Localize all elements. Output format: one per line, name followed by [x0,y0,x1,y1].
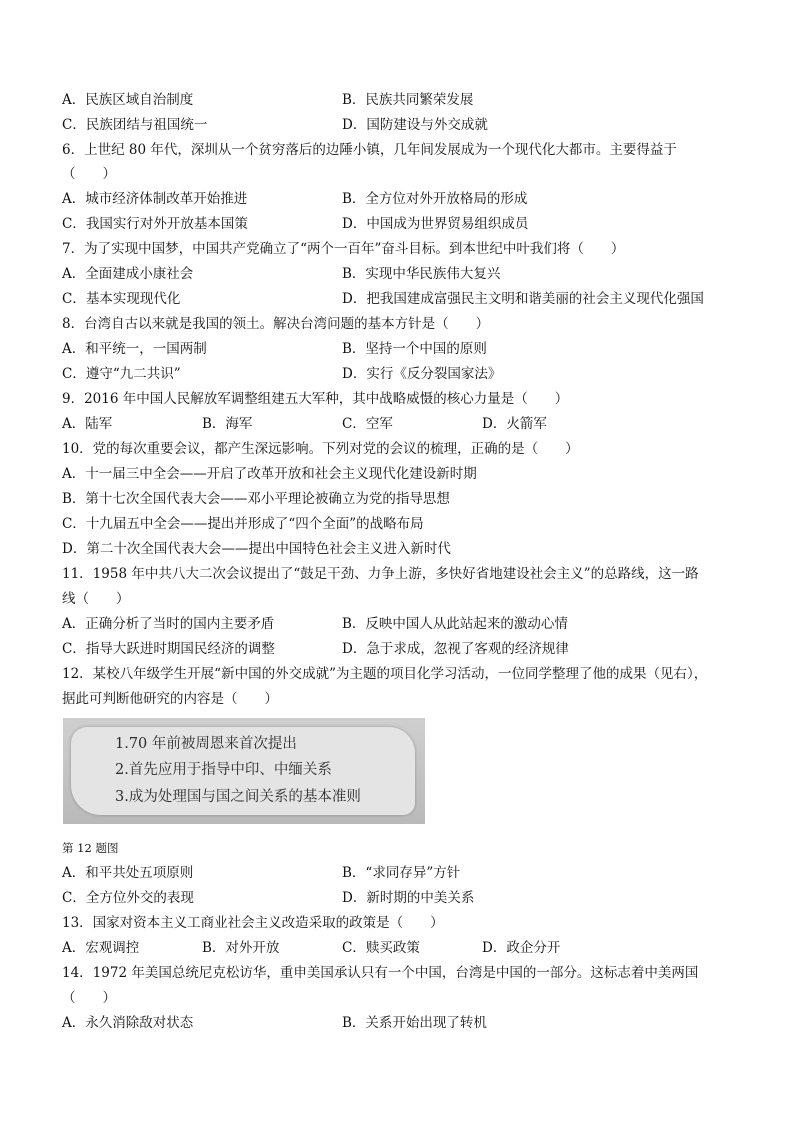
q12-option-a[interactable]: A．和平共处五项原则 [62,865,194,881]
q13-option-b[interactable]: B．对外开放 [202,940,280,956]
q6-option-d[interactable]: D．中国成为世界贸易组织成员 [342,216,529,232]
q12-figure-photo [63,718,425,824]
q10-option-b[interactable]: B．第十七次全国代表大会——邓小平理论被确立为党的指导思想 [62,491,450,507]
q12-option-c[interactable]: C．全方位外交的表现 [62,890,194,906]
q5-option-b[interactable]: B．民族共同繁荣发展 [342,92,474,108]
q13-stem: 13．国家对资本主义工商业社会主义改造采取的政策是（ ） [62,915,444,931]
q12-option-b[interactable]: B．“求同存异”方针 [342,865,461,881]
q5-option-d[interactable]: D．国防建设与外交成就 [342,117,488,133]
q12-figure-line-3: 3.成为处理国与国之间关系的基本准则 [115,789,361,805]
q14-option-a[interactable]: A．永久消除敌对状态 [62,1015,194,1031]
q13-option-c[interactable]: C．赎买政策 [342,940,420,956]
q7-option-a[interactable]: A．全面建成小康社会 [62,266,194,282]
q13-option-a[interactable]: A．宏观调控 [62,940,140,956]
q9-option-a[interactable]: A．陆军 [62,416,113,432]
q12-option-d[interactable]: D．新时期的中美关系 [342,890,475,906]
q10-option-a[interactable]: A．十一届三中全会——开启了改革开放和社会主义现代化建设新时期 [62,466,477,482]
q12-figure-line-1: 1.70 年前被周恩来首次提出 [115,736,297,752]
q6-option-c[interactable]: C．我国实行对外开放基本国策 [62,216,248,232]
q8-option-a[interactable]: A．和平统一，一国两制 [62,341,207,357]
q7-stem: 7．为了实现中国梦，中国共产党确立了“两个一百年”奋斗目标。到本世纪中叶我们将（ ） [62,241,625,257]
q10-option-c[interactable]: C．十九届五中全会——提出并形成了“四个全面”的战略布局 [62,516,424,532]
q6-option-b[interactable]: B．全方位对外开放格局的形成 [342,191,528,207]
q14-stem: 14．1972 年美国总统尼克松访华，重申美国承认只有一个中国，台湾是中国的一部分。这标志着中美两国 [62,965,699,981]
q9-stem: 9．2016 年中国人民解放军调整组建五大军种，其中战略威慑的核心力量是（ ） [62,391,569,407]
q7-option-c[interactable]: C．基本实现现代化 [62,291,181,307]
q6-stem: 6．上世纪 80 年代，深圳从一个贫穷落后的边陲小镇，几年间发展成为一个现代化大都市。主要得益于 [62,142,677,158]
q10-option-d[interactable]: D．第二十次全国代表大会——提出中国特色社会主义进入新时代 [62,541,451,557]
q7-option-d[interactable]: D．把我国建成富强民主文明和谐美丽的社会主义现代化强国 [342,291,704,307]
q9-option-d[interactable]: D．火箭军 [482,416,547,432]
q11-option-a[interactable]: A．正确分析了当时的国内主要矛盾 [62,616,275,632]
q8-option-c[interactable]: C．遵守“九二共识” [62,366,181,382]
q11-stem: 11．1958 年中共八大二次会议提出了“鼓足干劲、力争上游，多快好省地建设社会主义”的总路线，这一路 [62,566,699,582]
q9-option-b[interactable]: B．海军 [202,416,253,432]
q8-option-d[interactable]: D．实行《反分裂国家法》 [342,366,502,382]
q12-figure-line-2: 2.首先应用于指导中印、中缅关系 [115,762,332,778]
q8-stem: 8．台湾自古以来就是我国的领土。解决台湾问题的基本方针是（ ） [62,316,490,332]
q12-stem-cont: 据此可判断他研究的内容是（ ） [62,691,278,707]
q13-option-d[interactable]: D．政企分开 [482,940,561,956]
q11-stem-cont: 线（ ） [62,591,130,607]
q6-answer-blank: （ ） [62,166,116,182]
q5-option-a[interactable]: A．民族区域自治制度 [62,92,194,108]
q6-option-a[interactable]: A．城市经济体制改革开始推进 [62,191,248,207]
q11-option-b[interactable]: B．反映中国人从此站起来的激动心情 [342,616,568,632]
q14-option-b[interactable]: B．关系开始出现了转机 [342,1015,487,1031]
q11-option-c[interactable]: C．指导大跃进时期国民经济的调整 [62,641,275,657]
q14-answer-blank: （ ） [62,990,116,1006]
q10-stem: 10．党的每次重要会议，都产生深远影响。下列对党的会议的梳理，正确的是（ ） [62,441,579,457]
q12-stem: 12．某校八年级学生开展“新中国的外交成就”为主题的项目化学习活动，一位同学整理了他的成果（见右）， [62,666,708,682]
q12-figure-caption: 第 12 题图 [62,841,119,855]
q8-option-b[interactable]: B．坚持一个中国的原则 [342,341,487,357]
q9-option-c[interactable]: C．空军 [342,416,393,432]
q7-option-b[interactable]: B．实现中华民族伟大复兴 [342,266,501,282]
q11-option-d[interactable]: D．急于求成，忽视了客观的经济规律 [342,641,569,657]
q5-option-c[interactable]: C．民族团结与祖国统一 [62,117,208,133]
